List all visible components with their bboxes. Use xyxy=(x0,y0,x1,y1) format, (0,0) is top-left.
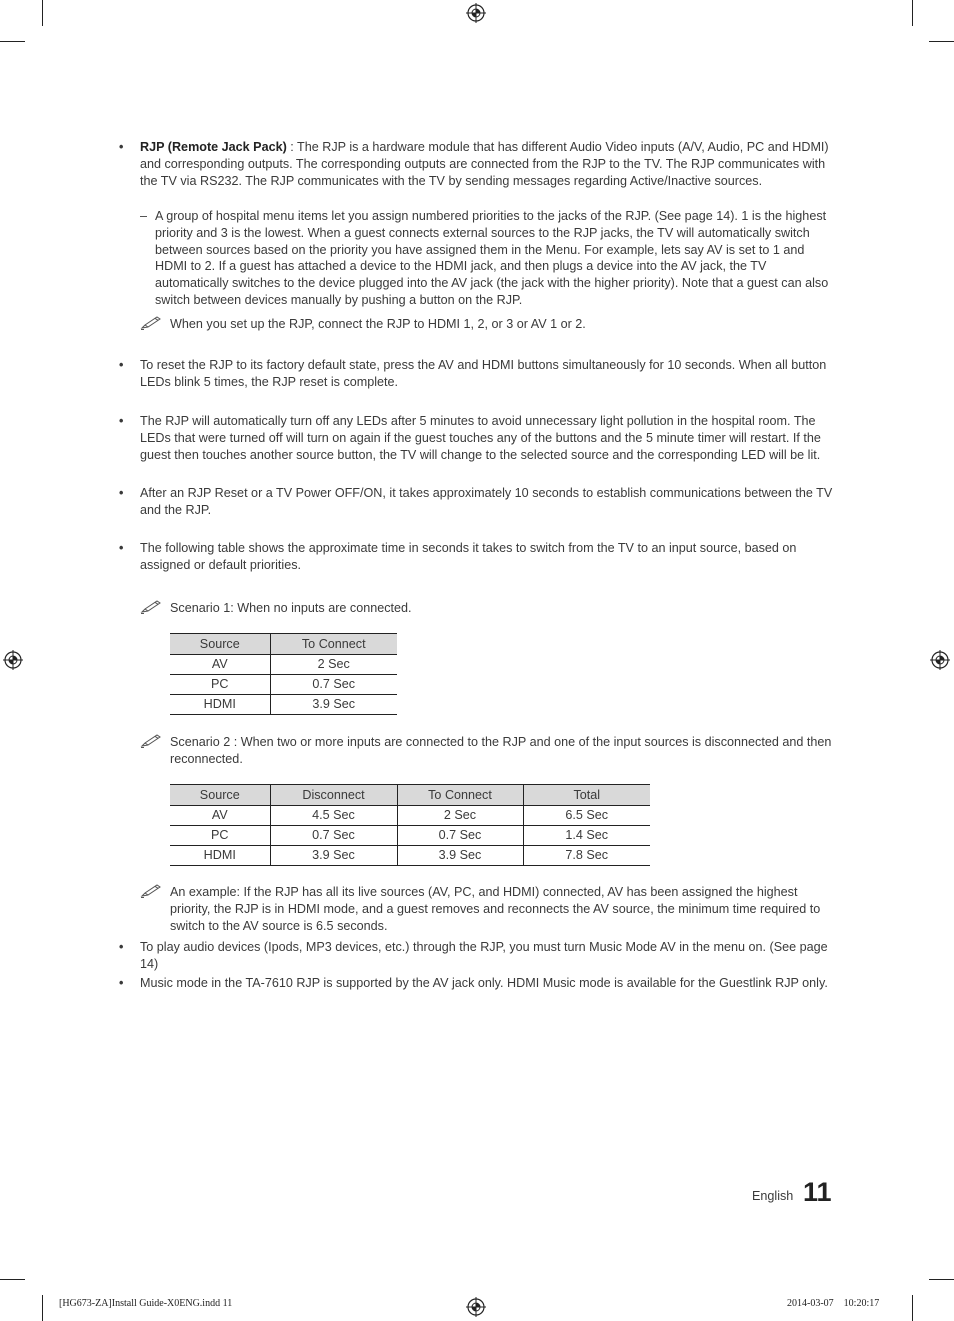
table-cell: 0.7 Sec xyxy=(270,826,397,846)
crop-mark xyxy=(42,0,43,26)
slug-timestamp: 2014-03-07 10:20:17 xyxy=(787,1298,880,1309)
bullet-icon: • xyxy=(119,414,124,428)
bullet-icon: • xyxy=(119,976,124,990)
slug-filename: [HG673-ZA]Install Guide-X0ENG.indd 11 xyxy=(59,1298,233,1309)
note-text: When you set up the RJP, connect the RJP to HDMI 1, 2, or 3 or AV 1 or 2. xyxy=(170,317,586,331)
table-cell: PC xyxy=(170,826,270,846)
pencil-note-icon xyxy=(140,315,162,331)
crop-mark xyxy=(929,41,954,42)
bullet-icon: • xyxy=(119,940,124,954)
column-header: To Connect xyxy=(270,634,397,655)
table-row xyxy=(170,655,397,675)
table-row xyxy=(170,695,397,715)
pencil-note-icon xyxy=(140,599,162,615)
table-row xyxy=(170,806,650,826)
table-cell: HDMI xyxy=(170,846,270,866)
table-header-row xyxy=(170,634,397,655)
table-cell: PC xyxy=(170,675,270,695)
note-text: Scenario 1: When no inputs are connected. xyxy=(170,601,412,615)
table-cell: 3.9 Sec xyxy=(270,695,397,715)
crop-mark xyxy=(912,1295,913,1321)
scenario-1-table xyxy=(170,633,397,715)
registration-mark-icon xyxy=(930,650,950,670)
crop-mark xyxy=(42,1295,43,1321)
scenario-2-table xyxy=(170,784,650,866)
crop-mark xyxy=(912,0,913,26)
bullet-text: After an RJP Reset or a TV Power OFF/ON, it takes approximately 10 seconds to establish communications between the TV and the RJP. xyxy=(140,486,833,517)
bullet-text: To reset the RJP to its factory default state, press the AV and HDMI buttons simultaneously for 10 seconds. When all button LEDs blink 5 times, the RJP reset is complete. xyxy=(140,358,827,389)
bullet-text: Music mode in the TA-7610 RJP is supported by the AV jack only. HDMI Music mode is available for the Guestlink RJP only. xyxy=(140,976,828,990)
table-cell: 7.8 Sec xyxy=(523,846,650,866)
bullet-icon: • xyxy=(119,541,124,555)
table-cell: 3.9 Sec xyxy=(397,846,523,866)
footer-language: English xyxy=(752,1189,794,1203)
crop-mark xyxy=(0,1279,25,1280)
bullet-text: The RJP will automatically turn off any LEDs after 5 minutes to avoid unnecessary light pollution in the hospital room. The LEDs that were turned off will turn on again if the guest touches any of the buttons and the 5 minute timer will restart. If the guest then touches another source button, the TV will change to the selected source and the corresponding LED will be lit. xyxy=(140,414,821,462)
pencil-note-icon xyxy=(140,733,162,749)
note-text: Scenario 2 : When two or more inputs are connected to the RJP and one of the input sources is disconnected and then reconnected. xyxy=(170,735,832,766)
column-header: Source xyxy=(170,785,270,806)
definition-text: : The RJP is a hardware module that has different Audio Video inputs (A/V, Audio, PC and HDMI) and corresponding outputs. The corresponding outputs are connected from the RJP to the TV. The RJP communicates with the TV via RS232. The RJP communicates with the TV by sending messages regarding Active/Inactive sources. xyxy=(140,140,829,188)
table-cell: AV xyxy=(170,655,270,675)
table-row xyxy=(170,675,397,695)
bullet-text xyxy=(140,139,839,189)
sub-item-text: A group of hospital menu items let you assign numbered priorities to the jacks of the RJP. (See page 14). 1 is the highest priority and 3 is the lowest. When a guest connects external sources to the RJP jacks, the TV will automatically switch between sources based on the priority you have assigned them in the Menu. For example, lets say AV is set to 1 and HDMI to 2. If a guest has attached a device to the HDMI jack, and then plugs a device into the AV jack, the TV automatically switches to the device plugged into the AV jack (the jack with the higher priority). Note that a guest can also switch between devices manually by pushing a button on the RJP. xyxy=(155,209,829,307)
table-cell: AV xyxy=(170,806,270,826)
table-cell: HDMI xyxy=(170,695,270,715)
table-cell: 4.5 Sec xyxy=(270,806,397,826)
registration-mark-icon xyxy=(466,1297,486,1317)
bullet-text: The following table shows the approximate time in seconds it takes to switch from the TV to an input source, based on assigned or default priorities. xyxy=(140,541,797,572)
bullet-icon: • xyxy=(119,358,124,372)
registration-mark-icon xyxy=(466,3,486,23)
table-row xyxy=(170,846,650,866)
column-header: To Connect xyxy=(397,785,523,806)
table-cell: 3.9 Sec xyxy=(270,846,397,866)
table-header-row xyxy=(170,785,650,806)
table-cell: 0.7 Sec xyxy=(397,826,523,846)
table-cell: 0.7 Sec xyxy=(270,675,397,695)
table-cell: 2 Sec xyxy=(397,806,523,826)
column-header: Source xyxy=(170,634,270,655)
table-cell: 1.4 Sec xyxy=(523,826,650,846)
term-rjp: RJP (Remote Jack Pack) xyxy=(140,140,287,154)
crop-mark xyxy=(0,41,25,42)
table-cell: 2 Sec xyxy=(270,655,397,675)
column-header: Disconnect xyxy=(270,785,397,806)
registration-mark-icon xyxy=(3,650,23,670)
bullet-text: To play audio devices (Ipods, MP3 devices, etc.) through the RJP, you must turn Music Mode AV in the menu on. (See page 14) xyxy=(140,940,828,971)
table-row xyxy=(170,826,650,846)
bullet-icon: • xyxy=(119,486,124,500)
table-cell: 6.5 Sec xyxy=(523,806,650,826)
dash-icon: – xyxy=(140,209,148,223)
bullet-icon: • xyxy=(119,140,124,154)
note-text: An example: If the RJP has all its live sources (AV, PC, and HDMI) connected, AV has been assigned the highest priority, the RJP is in HDMI mode, and a guest removes and reconnects the AV source, the minimum time required to switch to the AV source is 6.5 seconds. xyxy=(170,885,821,933)
crop-mark xyxy=(929,1279,954,1280)
pencil-note-icon xyxy=(140,883,162,899)
page-number: 11 xyxy=(803,1177,832,1207)
column-header: Total xyxy=(523,785,650,806)
